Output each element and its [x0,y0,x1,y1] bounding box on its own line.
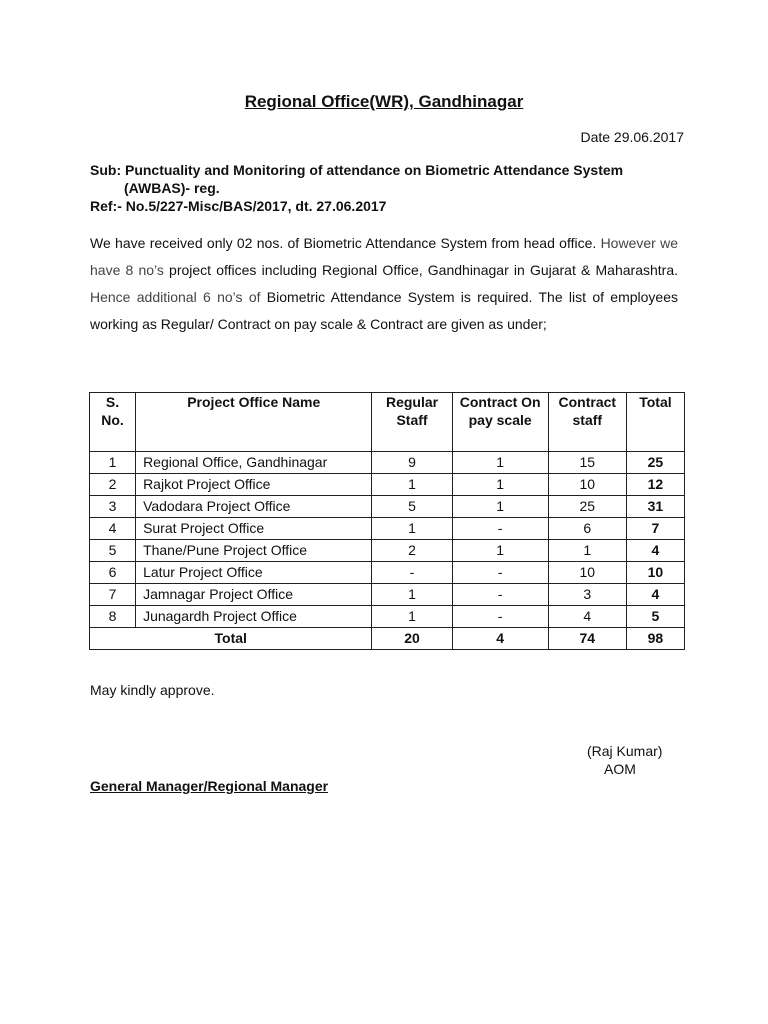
cell-sno: 7 [90,584,136,606]
column-header-regular: Regular Staff [372,393,452,452]
cell-office-name: Thane/Pune Project Office [136,540,372,562]
table-row [90,518,685,540]
cell-sno: 2 [90,474,136,496]
table-row [90,584,685,606]
cell-office-name: Rajkot Project Office [136,474,372,496]
cell-sno: 6 [90,562,136,584]
body-text: However we have 8 no’s [90,235,678,278]
column-header-name: Project Office Name [136,393,372,452]
letter-date: Date 29.06.2017 [580,129,684,145]
cell-contract-pay: - [452,518,548,540]
body-text: Hence additional 6 no’s of [90,289,267,305]
cell-contract-staff: 25 [548,496,626,518]
table-row [90,606,685,628]
cell-total: 31 [626,496,684,518]
column-header-contract-pay: Contract On pay scale [452,393,548,452]
cell-regular: 5 [372,496,452,518]
table-row [90,474,685,496]
total-regular: 20 [372,628,452,650]
cell-total: 25 [626,452,684,474]
staff-table [89,392,685,650]
cell-contract-pay: - [452,584,548,606]
cell-contract-staff: 4 [548,606,626,628]
body-paragraph [90,230,678,338]
total-contract-pay: 4 [452,628,548,650]
cell-contract-pay: 1 [452,474,548,496]
approval-request: May kindly approve. [90,682,215,698]
cell-sno: 3 [90,496,136,518]
signatory-designation: AOM [604,761,636,777]
cell-total: 4 [626,540,684,562]
total-grand: 98 [626,628,684,650]
cell-regular: 2 [372,540,452,562]
cell-office-name: Latur Project Office [136,562,372,584]
cell-office-name: Surat Project Office [136,518,372,540]
cell-total: 4 [626,584,684,606]
cell-office-name: Vadodara Project Office [136,496,372,518]
cell-regular: 1 [372,606,452,628]
cell-regular: - [372,562,452,584]
cell-contract-pay: 1 [452,496,548,518]
table-header-row [90,393,685,452]
cell-regular: 9 [372,452,452,474]
cell-regular: 1 [372,584,452,606]
cell-office-name: Regional Office, Gandhinagar [136,452,372,474]
column-header-total: Total [626,393,684,452]
cell-total: 7 [626,518,684,540]
cell-contract-staff: 10 [548,474,626,496]
signatory-name: (Raj Kumar) [587,743,663,759]
subject-line-continued: (AWBAS)- reg. [124,180,220,196]
subject-block [90,161,623,215]
table-row [90,562,685,584]
cell-sno: 5 [90,540,136,562]
table-row [90,452,685,474]
cell-sno: 8 [90,606,136,628]
cell-contract-staff: 3 [548,584,626,606]
column-header-sno: S. No. [90,393,136,452]
addressee: General Manager/Regional Manager [90,778,329,794]
cell-office-name: Junagardh Project Office [136,606,372,628]
cell-contract-staff: 15 [548,452,626,474]
signature-block [587,742,662,778]
cell-contract-staff: 10 [548,562,626,584]
cell-total: 12 [626,474,684,496]
cell-contract-pay: 1 [452,540,548,562]
cell-contract-staff: 6 [548,518,626,540]
body-text: We have received only 02 nos. of Biometric Attendance System from head office. [90,235,601,251]
cell-total: 10 [626,562,684,584]
cell-contract-pay: 1 [452,452,548,474]
cell-contract-staff: 1 [548,540,626,562]
body-text: project offices including Regional Office, Gandhinagar in Gujarat & Maharashtra. [169,262,678,278]
total-contract-staff: 74 [548,628,626,650]
column-header-contract-staff: Contract staff [548,393,626,452]
cell-regular: 1 [372,518,452,540]
body-text: Biometric Attendance System is required. The list of employees working as Regular/ Contract on pay scale & Contract are given as under; [90,289,678,332]
table-total-row [90,628,685,650]
cell-office-name: Jamnagar Project Office [136,584,372,606]
cell-sno: 1 [90,452,136,474]
cell-regular: 1 [372,474,452,496]
cell-sno: 4 [90,518,136,540]
cell-contract-pay: - [452,606,548,628]
cell-total: 5 [626,606,684,628]
total-label: Total [90,628,372,650]
reference-line: Ref:- No.5/227-Misc/BAS/2017, dt. 27.06.2017 [90,198,387,214]
subject-line: Sub: Punctuality and Monitoring of attendance on Biometric Attendance System [90,162,624,178]
table-row [90,496,685,518]
cell-contract-pay: - [452,562,548,584]
table-row [90,540,685,562]
page-title: Regional Office(WR), Gandhinagar [244,92,524,111]
